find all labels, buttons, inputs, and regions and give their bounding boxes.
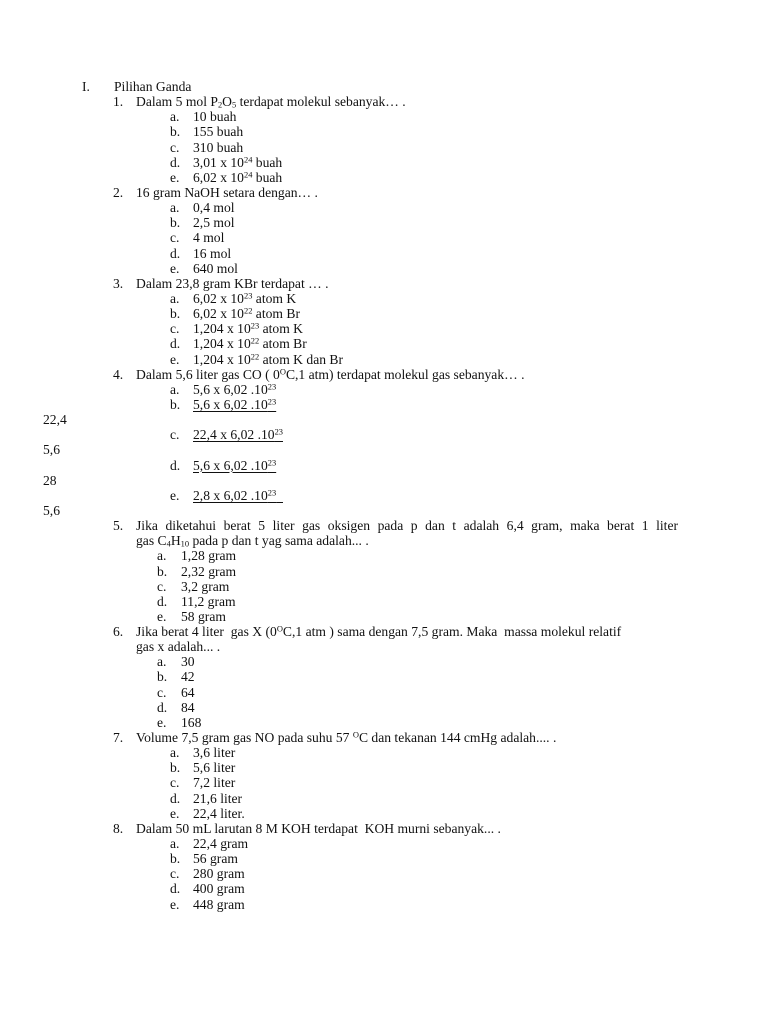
option-text: 4 mol xyxy=(193,230,225,246)
option-a xyxy=(0,200,768,215)
option-text: 1,28 gram xyxy=(181,548,237,564)
option-text: 5,6 x 6,02 .10 xyxy=(193,457,268,473)
option-a xyxy=(0,382,768,397)
question-6 xyxy=(0,624,768,639)
option-d xyxy=(0,791,768,806)
section-heading xyxy=(0,79,768,94)
option-text: 56 gram xyxy=(193,851,238,867)
option-text: 42 xyxy=(181,669,195,685)
question-number: 5. xyxy=(113,518,124,534)
option-text: buah xyxy=(252,169,283,185)
option-text: 280 gram xyxy=(193,866,245,882)
option-label: a. xyxy=(157,654,167,670)
option-e xyxy=(0,170,768,185)
question-text: gas x adalah... . xyxy=(136,639,221,655)
option-label: b. xyxy=(170,215,181,231)
option-a xyxy=(0,291,768,306)
option-label: b. xyxy=(157,669,168,685)
option-d xyxy=(0,700,768,715)
question-3 xyxy=(0,276,768,291)
question-text: H xyxy=(170,533,181,549)
superscript: 23 xyxy=(267,456,277,467)
option-label: e. xyxy=(170,169,180,185)
superscript: 22 xyxy=(250,335,260,346)
denominator-text: 28 xyxy=(43,472,57,488)
option-label: c. xyxy=(170,321,180,337)
option-label: e. xyxy=(170,351,180,367)
option-label: d. xyxy=(170,790,181,806)
option-b xyxy=(0,397,768,412)
question-1 xyxy=(0,94,768,109)
option-text: 5,6 x 6,02 .10 xyxy=(193,381,268,397)
option-label: d. xyxy=(157,593,168,609)
option-label: c. xyxy=(170,775,180,791)
option-text: 10 buah xyxy=(193,109,237,125)
question-text: terdapat molekul sebanyak… . xyxy=(236,94,406,110)
superscript: 23 xyxy=(243,290,253,301)
option-text: 22,4 gram xyxy=(193,836,249,852)
option-c xyxy=(0,775,768,790)
superscript: O xyxy=(279,366,286,377)
subscript: 5 xyxy=(231,99,237,110)
option-e xyxy=(0,806,768,821)
superscript: 23 xyxy=(267,381,277,392)
question-4 xyxy=(0,367,768,382)
option-a xyxy=(0,836,768,851)
superscript: 22 xyxy=(243,305,253,316)
subscript: 4 xyxy=(166,538,171,549)
option-text: 5,6 x 6,02 .10 xyxy=(193,396,268,412)
option-text: 448 gram xyxy=(193,896,245,912)
option-c xyxy=(0,866,768,881)
denominator-text: 22,4 xyxy=(43,412,67,428)
option-label: d. xyxy=(170,154,181,170)
option-label: c. xyxy=(170,866,180,882)
superscript: 24 xyxy=(243,169,253,180)
option-d xyxy=(0,155,768,170)
superscript: O xyxy=(276,623,283,634)
option-b xyxy=(0,124,768,139)
option-label: c. xyxy=(170,427,180,443)
option-text: atom Br xyxy=(259,336,307,352)
question-text: Jika diketahui berat 5 liter gas oksigen pada p dan t adalah 6,4 gram, maka berat 1 liter xyxy=(136,518,678,534)
question-text: Volume 7,5 gram gas NO pada suhu 57 xyxy=(136,730,353,746)
question-text: Dalam 23,8 gram KBr terdapat … . xyxy=(136,275,329,291)
question-7 xyxy=(0,730,768,745)
option-b xyxy=(0,306,768,321)
option-text: 16 mol xyxy=(193,245,232,261)
option-label: d. xyxy=(170,336,181,352)
question-2 xyxy=(0,185,768,200)
option-a xyxy=(0,654,768,669)
fraction-denominator xyxy=(0,442,768,457)
question-text: gas C xyxy=(136,533,167,549)
option-b xyxy=(0,851,768,866)
option-text: atom K xyxy=(252,290,297,306)
question-text: pada p dan t yag sama adalah... . xyxy=(189,533,369,549)
fraction-denominator xyxy=(0,473,768,488)
option-label: a. xyxy=(170,109,180,125)
option-label: b. xyxy=(170,396,181,412)
option-text: 400 gram xyxy=(193,881,245,897)
fraction-numerator xyxy=(193,427,283,442)
option-e xyxy=(0,488,768,503)
superscript: 23 xyxy=(267,396,277,407)
question-text: Dalam 50 mL larutan 8 M KOH terdapat KOH murni sebanyak... . xyxy=(136,820,501,836)
option-label: e. xyxy=(170,487,180,503)
option-b xyxy=(0,760,768,775)
question-number: 7. xyxy=(113,730,124,746)
option-text: atom K dan Br xyxy=(259,351,344,367)
option-label: a. xyxy=(170,836,180,852)
question-number: 4. xyxy=(113,366,124,382)
superscript: 23 xyxy=(250,320,260,331)
option-label: b. xyxy=(170,124,181,140)
option-d xyxy=(0,336,768,351)
question-text: C dan tekanan 144 cmHg adalah.... . xyxy=(358,730,557,746)
option-text: 5,6 liter xyxy=(193,760,236,776)
denominator-text: 5,6 xyxy=(43,502,60,518)
option-label: d. xyxy=(170,881,181,897)
fraction-denominator xyxy=(0,503,768,518)
superscript: 23 xyxy=(274,426,283,437)
option-e xyxy=(0,897,768,912)
option-text: atom K xyxy=(259,321,303,337)
option-text: 2,32 gram xyxy=(181,563,237,579)
option-text: 6,02 x 10 xyxy=(193,169,244,185)
fraction-numerator xyxy=(193,397,276,412)
option-text: 3,2 gram xyxy=(181,578,230,594)
option-text: 30 xyxy=(181,654,195,670)
option-text: 3,6 liter xyxy=(193,745,236,761)
option-text: 1,204 x 10 xyxy=(193,351,251,367)
option-c xyxy=(0,427,768,442)
option-text: 6,02 x 10 xyxy=(193,290,244,306)
option-text: 6,02 x 10 xyxy=(193,306,244,322)
option-text: 168 xyxy=(181,714,202,730)
option-d xyxy=(0,881,768,896)
option-text: 11,2 gram xyxy=(181,593,236,609)
question-number: 8. xyxy=(113,820,124,836)
option-label: a. xyxy=(170,745,180,761)
option-c xyxy=(0,230,768,245)
option-text: 0,4 mol xyxy=(193,200,235,216)
option-label: d. xyxy=(157,699,168,715)
option-e xyxy=(0,261,768,276)
option-label: e. xyxy=(157,714,167,730)
question-number: 2. xyxy=(113,184,124,200)
option-c xyxy=(0,685,768,700)
question-number: 6. xyxy=(113,624,124,640)
option-b xyxy=(0,669,768,684)
question-number: 3. xyxy=(113,275,124,291)
option-d xyxy=(0,246,768,261)
option-b xyxy=(0,564,768,579)
question-number: 1. xyxy=(113,94,124,110)
option-label: a. xyxy=(170,381,180,397)
question-6-continued xyxy=(0,639,768,654)
option-label: b. xyxy=(170,851,181,867)
option-label: b. xyxy=(170,760,181,776)
superscript: 23 xyxy=(267,487,277,498)
option-text: 3,01 x 10 xyxy=(193,154,244,170)
option-a xyxy=(0,745,768,760)
fraction-numerator xyxy=(193,488,283,503)
option-c xyxy=(0,579,768,594)
option-text: atom Br xyxy=(252,306,300,322)
superscript: 22 xyxy=(250,350,260,361)
question-text: C,1 atm ) sama dengan 7,5 gram. Maka massa molekul relatif xyxy=(282,624,622,640)
option-text: 2,8 x 6,02 .10 xyxy=(193,487,268,503)
option-text: 155 buah xyxy=(193,124,244,140)
question-text: Jika berat 4 liter gas X (0 xyxy=(136,624,277,640)
option-label: c. xyxy=(170,230,180,246)
option-text: 84 xyxy=(181,699,195,715)
option-b xyxy=(0,215,768,230)
option-c xyxy=(0,140,768,155)
superscript: O xyxy=(352,729,359,740)
option-c xyxy=(0,321,768,336)
fraction-numerator xyxy=(193,458,276,473)
option-label: e. xyxy=(170,805,180,821)
option-a xyxy=(0,109,768,124)
option-label: e. xyxy=(157,608,167,624)
section-number: I. xyxy=(82,79,90,94)
option-label: a. xyxy=(157,548,167,564)
option-label: e. xyxy=(170,896,180,912)
denominator-text: 5,6 xyxy=(43,442,60,458)
option-text: buah xyxy=(252,154,283,170)
option-text: 7,2 liter xyxy=(193,775,236,791)
option-label: a. xyxy=(170,290,180,306)
option-label: a. xyxy=(170,200,180,216)
option-label: c. xyxy=(157,578,167,594)
option-text: 21,6 liter xyxy=(193,790,243,806)
question-text: C,1 atm) terdapat molekul gas sebanyak… . xyxy=(285,366,525,382)
subscript: 2 xyxy=(217,99,223,110)
option-text: 1,204 x 10 xyxy=(193,336,251,352)
fraction-denominator xyxy=(0,412,768,427)
option-label: d. xyxy=(170,245,181,261)
option-label: c. xyxy=(157,684,167,700)
superscript: 24 xyxy=(243,154,253,165)
option-text: 1,204 x 10 xyxy=(193,321,251,337)
option-label: b. xyxy=(157,563,168,579)
option-text: 22,4 x 6,02 .10 xyxy=(193,427,275,443)
option-a xyxy=(0,548,768,563)
option-text: 64 xyxy=(181,684,195,700)
subscript: 10 xyxy=(180,538,190,549)
section-title: Pilihan Ganda xyxy=(114,79,192,94)
option-text: 310 buah xyxy=(193,139,244,155)
option-text: 58 gram xyxy=(181,608,226,624)
option-e xyxy=(0,609,768,624)
question-text: O xyxy=(222,94,232,110)
option-d xyxy=(0,594,768,609)
option-label: e. xyxy=(170,260,180,276)
option-label: d. xyxy=(170,457,181,473)
multiple-choice-section xyxy=(0,79,768,912)
option-text: 22,4 liter. xyxy=(193,805,245,821)
option-e xyxy=(0,715,768,730)
question-text: Dalam 5,6 liter gas CO ( 0 xyxy=(136,366,280,382)
option-d xyxy=(0,458,768,473)
option-e xyxy=(0,352,768,367)
question-text: 16 gram NaOH setara dengan… . xyxy=(136,184,318,200)
question-text: Dalam 5 mol P xyxy=(136,94,218,110)
question-5 xyxy=(0,518,768,533)
question-5-continued xyxy=(0,533,768,548)
question-8 xyxy=(0,821,768,836)
option-label: b. xyxy=(170,306,181,322)
option-label: c. xyxy=(170,139,180,155)
option-text: 640 mol xyxy=(193,260,238,276)
option-text: 2,5 mol xyxy=(193,215,235,231)
